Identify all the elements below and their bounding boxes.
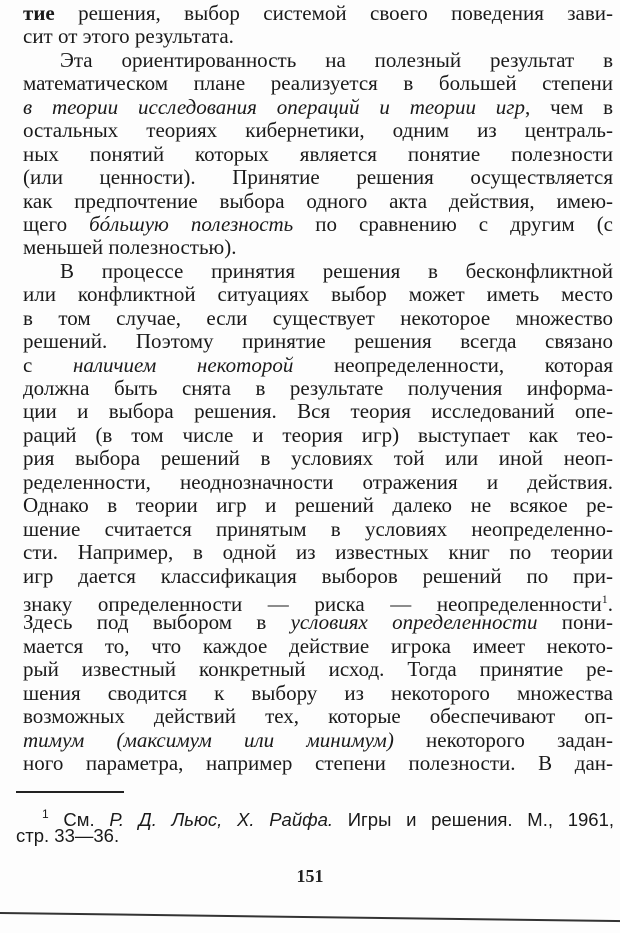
text-run: пони- (537, 610, 613, 635)
text-run: щего (23, 211, 90, 236)
text-run: Однако в теории игр и решений далеко не всякое ре- (23, 493, 613, 518)
text-line (23, 190, 613, 213)
text-run: рый известный конкретный исход. Тогда принятие ре- (23, 657, 613, 682)
text-line (23, 752, 613, 775)
italic-text: в теории исследования операций и теории игр (23, 94, 525, 119)
text-line (23, 283, 613, 306)
text-run: или конфликтной ситуациях выбор может иметь место (23, 282, 613, 307)
text-run: возможных действий тех, которые обеспечивают оп- (23, 704, 613, 729)
text-line (23, 471, 613, 494)
text-line (23, 518, 613, 541)
text-line (23, 565, 613, 588)
text-run: с (23, 352, 73, 377)
text-run: рия выбора решений в условиях той или иной неоп- (23, 446, 613, 471)
text-line (23, 705, 613, 728)
text-run: шения сводится к выбору из некоторого множества (23, 680, 613, 705)
text-run: должна быть снята в результате получения информа- (23, 376, 613, 400)
text-line (23, 494, 613, 517)
text-line (23, 588, 613, 616)
text-line (23, 166, 613, 189)
text-line (23, 377, 613, 400)
footnote-line (16, 803, 614, 830)
text-line (23, 260, 613, 283)
main-text-block (23, 2, 613, 775)
text-line (23, 635, 613, 658)
text-run: стр. 33—36. (16, 825, 120, 846)
text-run: Здесь под выбором в (23, 610, 291, 635)
text-line (23, 354, 613, 377)
text-run: знаку определенности — риска — неопределенности (23, 591, 602, 616)
text-line (23, 213, 613, 236)
text-run: от этого результата. (52, 24, 234, 49)
text-run: мается то, что каждое действие игрока имеет некото- (23, 633, 613, 658)
text-line (23, 541, 613, 564)
text-line (23, 236, 613, 259)
text-line (23, 143, 613, 166)
text-run: ции и выбора решения. Вся теория исследований опе- (23, 399, 613, 424)
italic-text: Р. Д. Льюс, Х. Райфа. (109, 809, 334, 830)
text-line (23, 330, 613, 353)
text-line (23, 682, 613, 705)
text-run: меньшей полезностью). (23, 235, 237, 260)
text-run: решения, выбор системой своего поведения зави- (54, 1, 613, 25)
text-run: Игры и решения. М., 1961, (333, 809, 614, 830)
italic-text: бóльшую полезность (89, 211, 294, 236)
text-run: (или ценности). Принятие решения осуществляется (23, 165, 613, 190)
text-run: . (607, 591, 613, 616)
scan-edge-line (0, 912, 620, 922)
text-line (23, 400, 613, 423)
italic-text: наличием некоторой (72, 352, 294, 377)
text-run: остальных теориях кибернетики, одним из централь- (23, 118, 613, 143)
text-run: ных понятий которых является понятие полезности (23, 141, 613, 166)
text-run: по сравнению с другим (с (293, 211, 614, 236)
text-line (23, 658, 613, 681)
text-run: как предпочтение выбора одного акта действия, имею- (23, 188, 613, 213)
text-line (23, 49, 613, 72)
footnote-marker: 1 (601, 591, 608, 606)
text-run: сти. Например, в одной из известных книг по теории (23, 540, 613, 565)
text-line (23, 307, 613, 330)
footnote-block (16, 803, 614, 847)
footnote-marker: 1 (42, 807, 49, 821)
italic-text: условиях определенности (290, 610, 538, 635)
text-run: в том случае, если существует некоторое множество (23, 305, 613, 330)
text-line (23, 611, 613, 634)
text-run: некоторого задан- (393, 727, 613, 752)
text-run: игр дается классификация выборов решений по при- (23, 563, 613, 588)
text-line (23, 729, 613, 752)
italic-text: тимум (максимум или минимум) (23, 727, 394, 752)
text-run: сит (23, 24, 53, 49)
text-run: ного параметра, например степени полезности. В дан- (23, 751, 613, 775)
text-run: неопределенности, которая (293, 352, 613, 377)
text-line (23, 25, 613, 48)
text-line (23, 2, 613, 25)
text-run: Эта ориентированность на полезный результат в (60, 47, 613, 72)
text-run: решений. Поэтому принятие решения всегда связано (23, 329, 613, 354)
text-run: раций (в том числе и теория игр) выступает как тео- (23, 422, 613, 447)
text-run: математическом плане реализуется в большей степени (23, 71, 613, 96)
text-line (23, 447, 613, 470)
text-run: , чем в (524, 94, 613, 119)
footnote-separator (16, 791, 124, 793)
text-line (23, 119, 613, 142)
text-run: См. (48, 809, 110, 830)
text-line (23, 96, 613, 119)
text-line (23, 72, 613, 95)
text-line (23, 424, 613, 447)
text-run: ределенности, неоднозначности отражения и действия. (23, 469, 613, 494)
text-run: тие (23, 1, 55, 25)
text-run: В процессе принятия решения в бесконфликтной (60, 258, 613, 283)
text-run: шение считается принятым в условиях неопределенно- (23, 516, 613, 541)
page-number: 151 (296, 866, 324, 886)
